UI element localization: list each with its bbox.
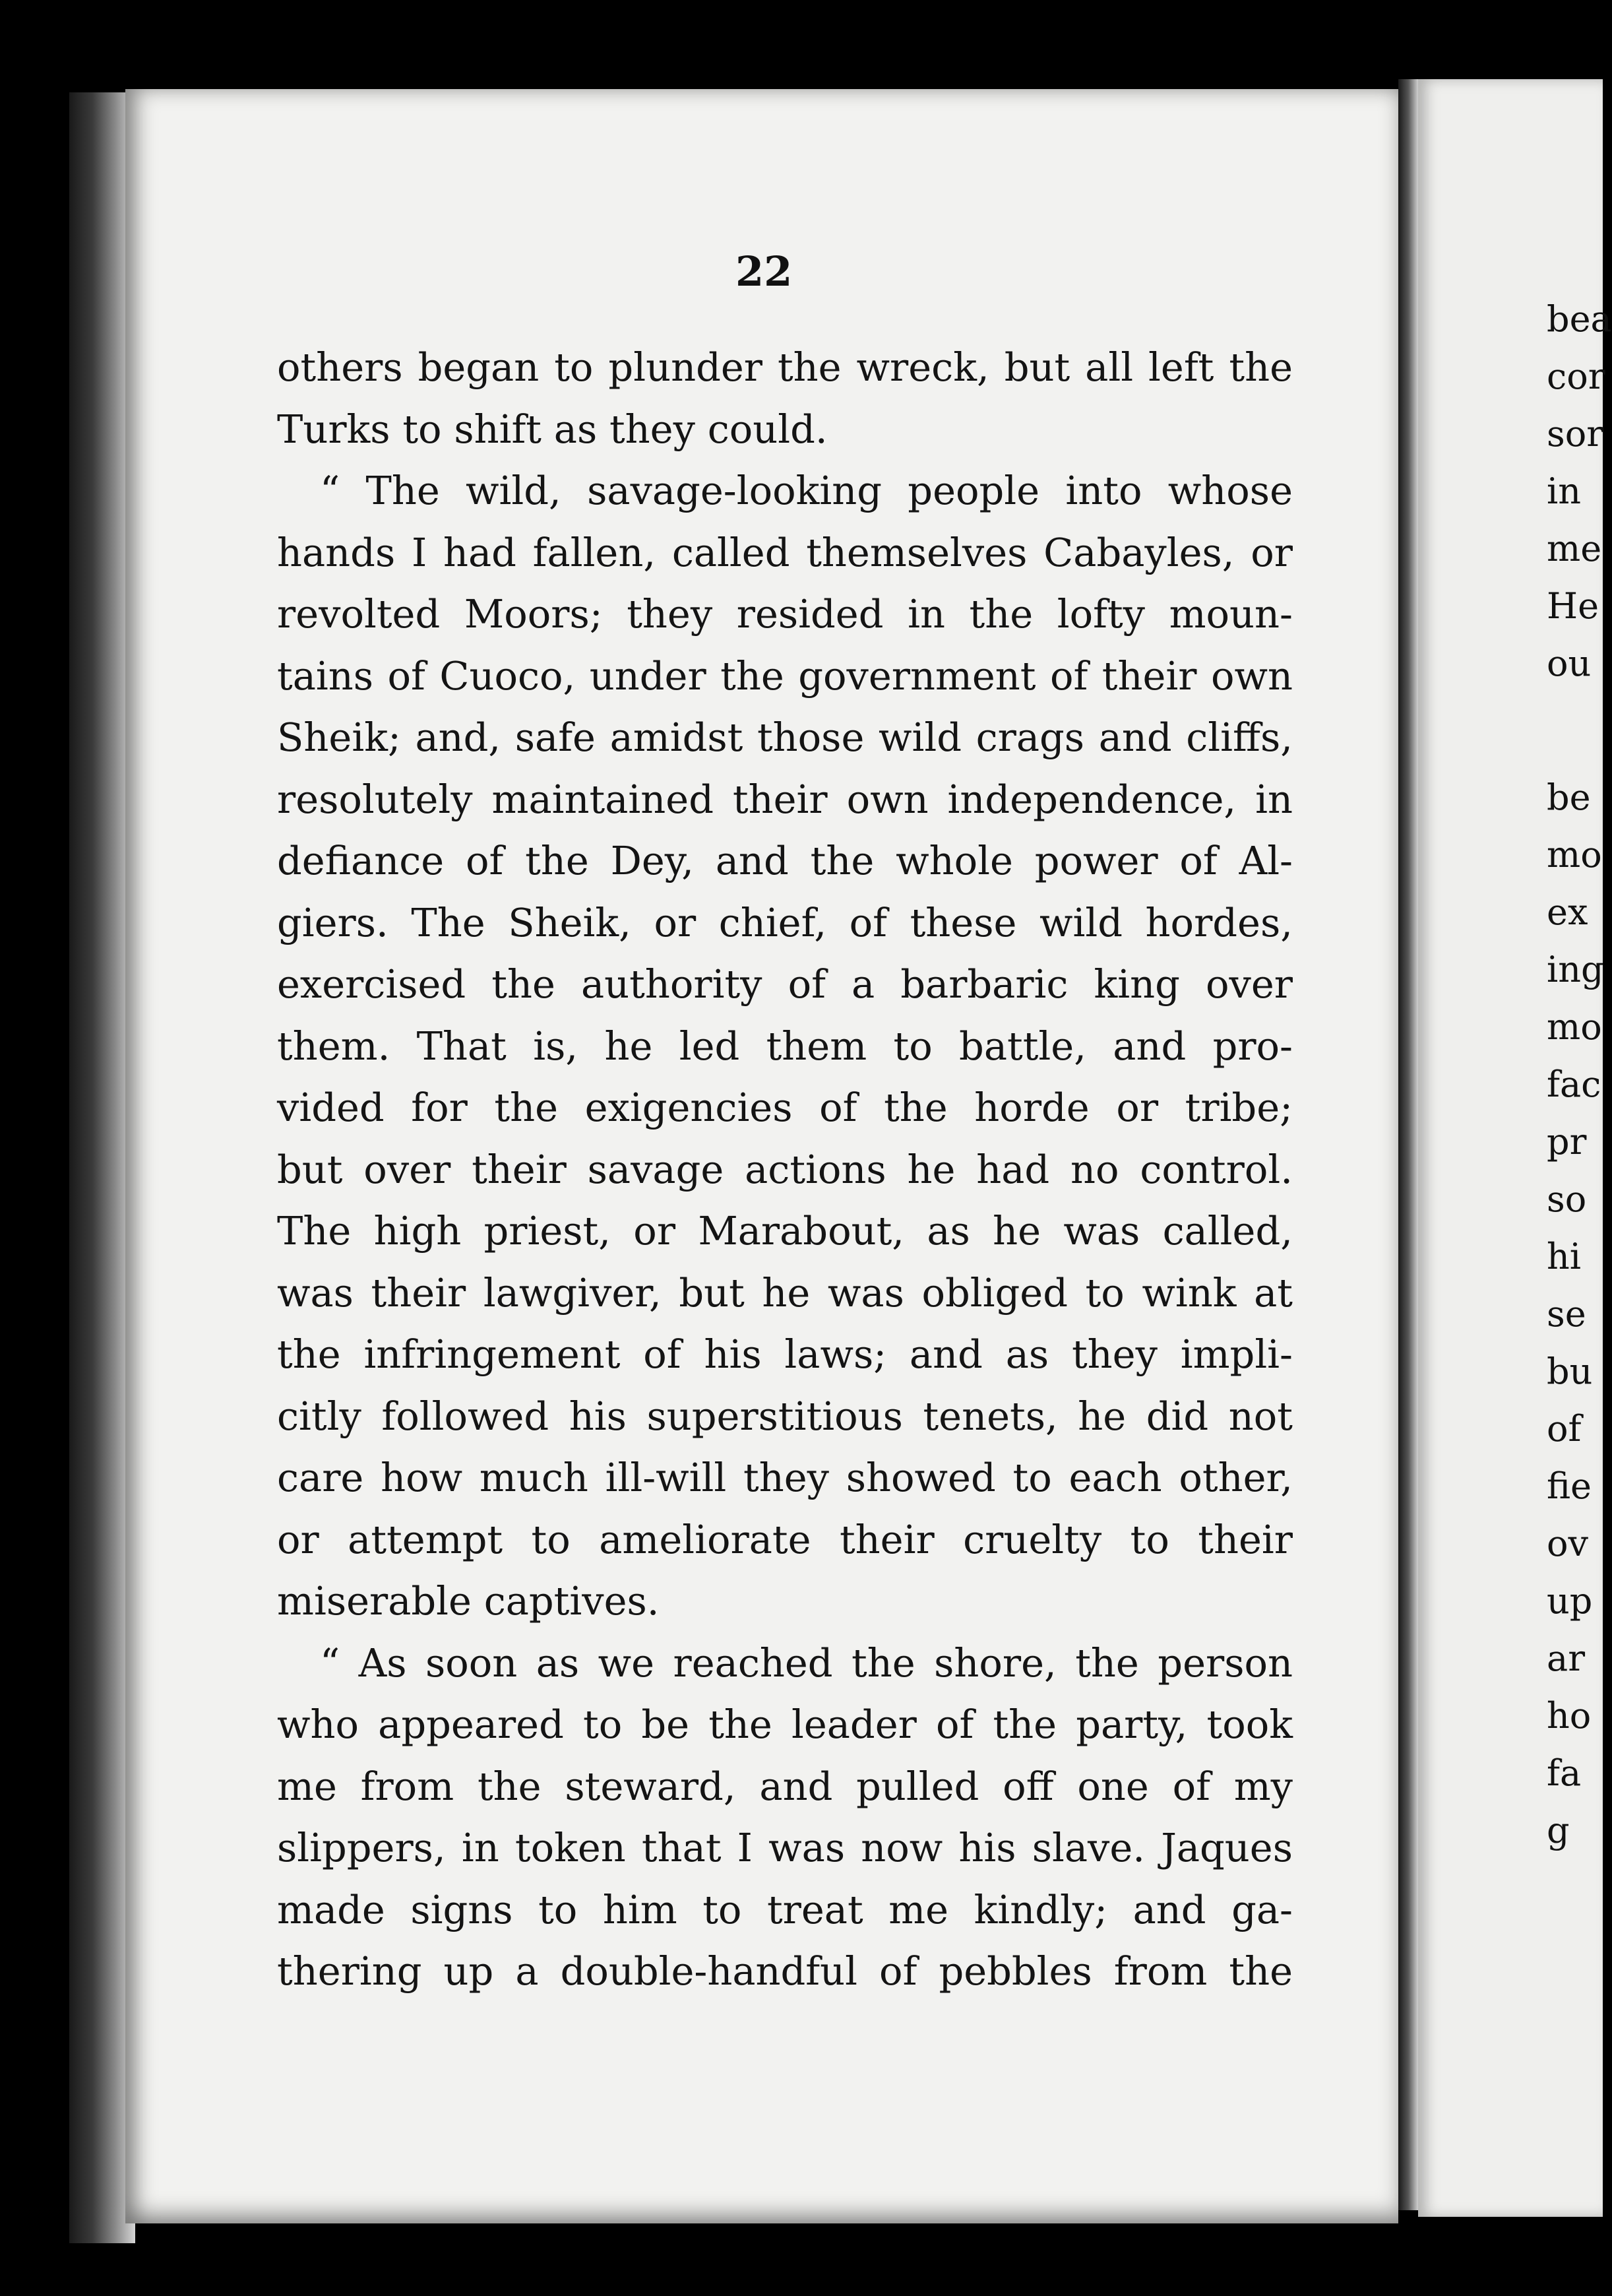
text-line: me from the steward, and pulled off one of my [277,1763,1293,1809]
facing-page-fragment: sor [1547,413,1604,455]
text-line: exercised the authority of a barbaric king over [277,961,1293,1007]
facing-page-fragment: hi [1547,1236,1582,1277]
text-line: tains of Cuoco, under the government of their own [277,653,1293,699]
text-line: but over their savage actions he had no control. [277,1146,1293,1192]
facing-page-fragment: ho [1547,1695,1592,1737]
page-body-text [277,336,1293,2002]
text-line: Turks to shift as they could. [277,406,828,452]
text-line: miserable captives. [277,1578,660,1624]
facing-page-fragment: He [1547,585,1599,627]
facing-page-fragment: up [1547,1580,1593,1622]
page-gutter [1398,79,1418,2210]
text-line: Sheik; and, safe amidst those wild crags and cliffs, [277,715,1293,760]
facing-page-fragment: me [1547,528,1602,569]
facing-page-fragment: ing [1547,949,1604,990]
text-line: The high priest, or Marabout, as he was called, [277,1208,1293,1254]
text-line: care how much ill-will they showed to each other, [277,1455,1293,1500]
text-line: was their lawgiver, but he was obliged to wink at [277,1269,1293,1316]
page-number: 22 [735,247,793,296]
facing-page-fragment: ou [1547,643,1592,684]
facing-page-fragment: ov [1547,1523,1589,1564]
facing-page-fragment: pr [1547,1121,1587,1163]
text-line: or attempt to ameliorate their cruelty to their [277,1516,1293,1562]
text-line: slippers, in token that I was now his slave. Jaques [277,1825,1293,1870]
text-line: resolutely maintained their own independence, in [277,776,1293,822]
facing-page-fragment: ar [1547,1638,1586,1679]
facing-page-fragment: g [1547,1810,1570,1851]
facing-page-fragment: se [1547,1293,1586,1335]
text-line: others began to plunder the wreck, but all left the [277,344,1293,390]
facing-page-fragment: bu [1547,1351,1593,1392]
text-line: hands I had fallen, called themselves Cabayles, or [277,529,1293,575]
text-line: giers. The Sheik, or chief, of these wild hordes, [277,899,1293,945]
text-line: made signs to him to treat me kindly; and ga- [277,1886,1293,1932]
facing-page-fragment: fa [1547,1752,1582,1794]
facing-page-fragment: so [1547,1178,1587,1220]
text-line: citly followed his superstitious tenets, he did not [277,1393,1293,1439]
text-line: “ As soon as we reached the shore, the person [320,1640,1293,1686]
facing-page-fragment: bea [1547,298,1612,340]
text-line: thering up a double-handful of pebbles from the [277,1948,1293,1994]
text-line: the infringement of his laws; and as they impli- [277,1331,1293,1377]
facing-page-fragment: mo [1547,834,1602,876]
text-line: “ The wild, savage-looking people into whose [320,468,1293,513]
text-line: defiance of the Dey, and the whole power of Al- [277,838,1293,883]
facing-page-fragment: fac [1547,1064,1601,1105]
text-line: revolted Moors; they resided in the lofty moun- [277,591,1293,637]
facing-page-fragment: be [1547,777,1591,818]
facing-page-fragment: fie [1547,1465,1592,1507]
text-line: vided for the exigencies of the horde or tribe; [277,1085,1293,1130]
text-line: them. That is, he led them to battle, and pro- [277,1023,1293,1069]
facing-page-fragment: in [1547,470,1582,512]
paragraph-gap [1547,692,1603,769]
facing-page-fragment: ex [1547,891,1588,933]
facing-page-fragments [1547,290,1612,1859]
facing-page-fragment: mo [1547,1006,1602,1048]
facing-page-fragment: cor [1547,356,1605,397]
text-line: who appeared to be the leader of the party, took [277,1702,1293,1747]
facing-page-fragment: of [1547,1408,1582,1450]
